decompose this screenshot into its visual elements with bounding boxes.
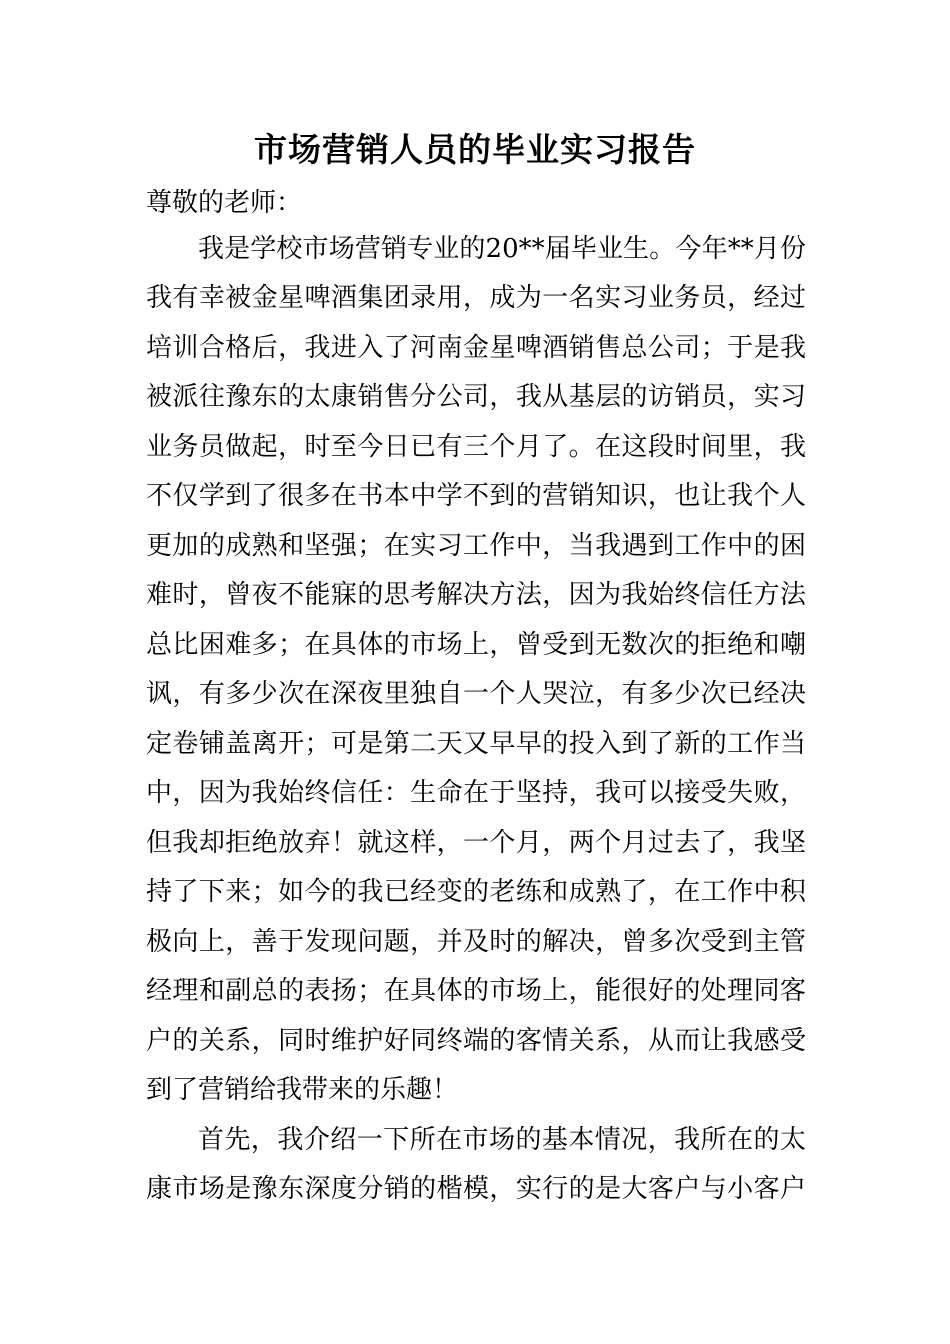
paragraph-1-line-6: 不仅学到了很多在书本中学不到的营销知识，也让我个人: [146, 481, 806, 511]
paragraph-1-line-18: 到了营销给我带来的乐趣！: [146, 1075, 459, 1105]
paragraph-1-line-8: 难时，曾夜不能寐的思考解决方法，因为我始终信任方法: [146, 580, 806, 610]
paragraph-1-line-2: 我有幸被金星啤酒集团录用，成为一名实习业务员，经过: [146, 283, 806, 313]
paragraph-1-line-4: 被派往豫东的太康销售分公司，我从基层的访销员，实习: [146, 382, 806, 412]
paragraph-1-line-7: 更加的成熟和坚强；在实习工作中，当我遇到工作中的困: [146, 531, 806, 561]
paragraph-1-line-14: 持了下来；如今的我已经变的老练和成熟了，在工作中积: [146, 877, 806, 907]
paragraph-2-line-2: 康市场是豫东深度分销的楷模，实行的是大客户与小客户: [146, 1174, 806, 1204]
paragraph-1-line-12: 中，因为我始终信任：生命在于坚持，我可以接受失败，: [146, 778, 806, 808]
paragraph-1-line-13: 但我却拒绝放弃！就这样，一个月，两个月过去了，我坚: [146, 828, 806, 858]
salutation: 尊敬的老师：: [146, 188, 303, 218]
paragraph-1-line-15: 极向上，善于发现问题，并及时的解决，曾多次受到主管: [146, 927, 806, 957]
paragraph-1-line-5: 业务员做起，时至今日已有三个月了。在这段时间里，我: [146, 432, 806, 462]
paragraph-1-line-16: 经理和副总的表扬；在具体的市场上，能很好的处理同客: [146, 976, 806, 1006]
paragraph-1-line-1: 我是学校市场营销专业的20**届毕业生。今年**月份: [198, 234, 806, 264]
document-title: 市场营销人员的毕业实习报告: [254, 130, 696, 169]
paragraph-1-line-9: 总比困难多；在具体的市场上，曾受到无数次的拒绝和嘲: [146, 630, 806, 660]
paragraph-1-line-17: 户的关系，同时维护好同终端的客情关系，从而让我感受: [146, 1026, 806, 1056]
paragraph-2-line-1: 首先，我介绍一下所在市场的基本情况，我所在的太: [198, 1125, 806, 1155]
paragraph-1-line-11: 定卷铺盖离开；可是第二天又早早的投入到了新的工作当: [146, 729, 806, 759]
paragraph-1-line-3: 培训合格后，我进入了河南金星啤酒销售总公司；于是我: [146, 333, 806, 363]
paragraph-1-line-10: 讽，有多少次在深夜里独自一个人哭泣，有多少次已经决: [146, 679, 806, 709]
